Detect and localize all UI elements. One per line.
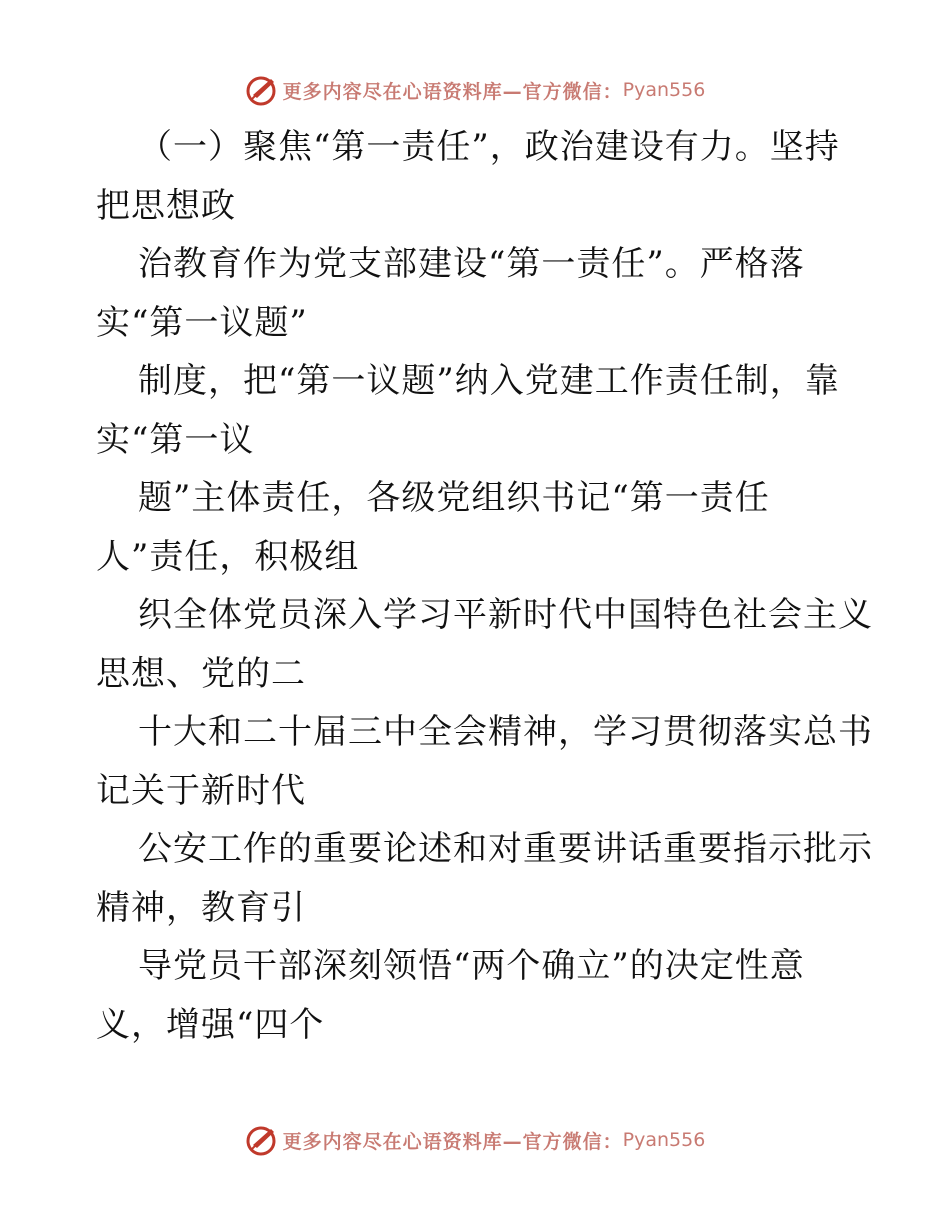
- banner-text: 更多内容尽在心语资料库—官方微信：: [282, 1130, 623, 1153]
- text-line: 义，增强“四个: [96, 1004, 325, 1045]
- text-line: 十大和二十届三中全会精神，学习贯彻落实总书: [138, 712, 873, 752]
- text-line: 实“第一议: [96, 419, 255, 460]
- text-line: 治教育作为党支部建设“第一责任”。严格落: [138, 244, 805, 284]
- banner-handle: Pyan556: [622, 1129, 706, 1151]
- quill-seal-icon: [245, 1123, 279, 1157]
- text-line: 把思想政: [96, 185, 236, 226]
- text-line: 织全体党员深入学习平新时代中国特色社会主义: [138, 595, 873, 635]
- banner-text: 更多内容尽在心语资料库—官方微信：: [282, 80, 623, 103]
- text-line: 人”责任，积极组: [96, 536, 360, 577]
- text-line: 制度，把“第一议题”纳入党建工作责任制，靠: [138, 361, 840, 401]
- quill-seal-icon: [245, 73, 279, 107]
- document-body: [96, 118, 876, 1054]
- text-line: 记关于新时代: [96, 770, 306, 811]
- text-line: 思想、党的二: [96, 653, 306, 694]
- header-banner: [0, 70, 950, 110]
- text-line: 题”主体责任，各级党组织书记“第一责任: [138, 478, 770, 518]
- text-line: 实“第一议题”: [96, 302, 308, 343]
- text-line: 公安工作的重要论述和对重要讲话重要指示批示: [138, 829, 873, 869]
- footer-banner: [0, 1120, 950, 1160]
- text-line: （一）聚焦“第一责任”，政治建设有力。坚持: [138, 127, 840, 167]
- text-line: 导党员干部深刻领悟“两个确立”的决定性意: [138, 946, 805, 986]
- text-line: 精神，教育引: [96, 887, 306, 928]
- banner-handle: Pyan556: [622, 79, 706, 101]
